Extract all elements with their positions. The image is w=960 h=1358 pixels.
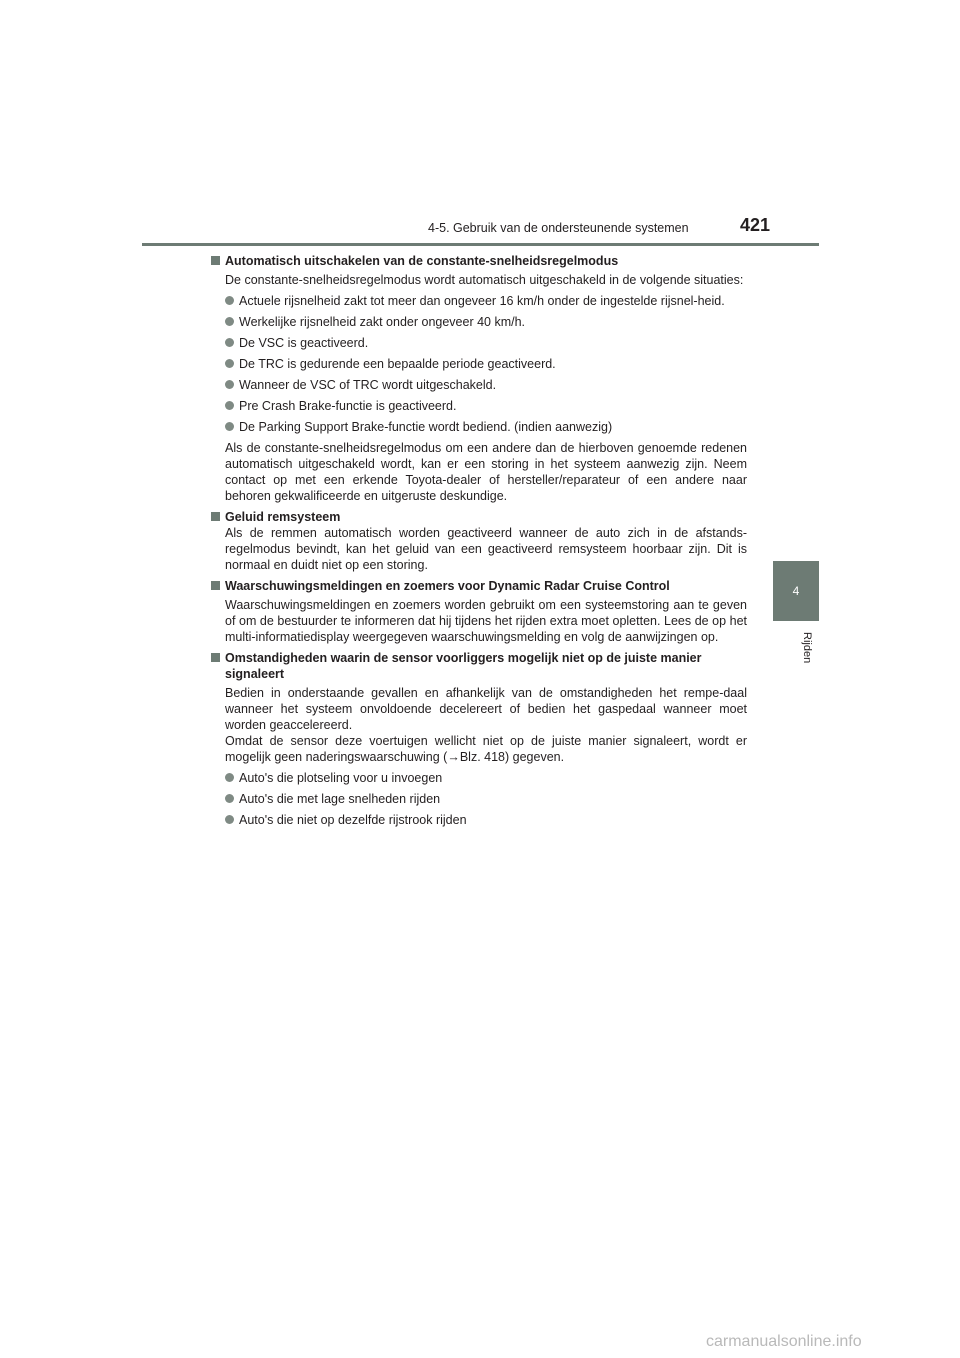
list-item-text: De VSC is geactiveerd.: [239, 336, 369, 350]
round-bullet-icon: [225, 401, 234, 410]
list-item-text: Auto's die plotseling voor u invoegen: [239, 771, 443, 785]
round-bullet-icon: [225, 317, 234, 326]
paragraph: De constante-snelheidsregelmodus wordt automatisch uitgeschakeld in de volgende situaties:: [225, 273, 744, 287]
list-item: [211, 770, 747, 786]
square-bullet-icon: [211, 581, 220, 590]
section-heading-text: Automatisch uitschakelen van de constante-snelheidsregelmodus: [225, 254, 619, 268]
list-item: [211, 419, 747, 435]
section-heading-text: Omstandigheden waarin de sensor voorliggers mogelijk niet op de juiste manier signaleert: [225, 651, 702, 681]
section-heading: [211, 509, 747, 525]
round-bullet-icon: [225, 338, 234, 347]
list-item-text: Actuele rijsnelheid zakt tot meer dan ongeveer 16 km/h onder de ingestelde rijsnel-heid.: [239, 294, 725, 308]
paragraph: Omdat de sensor deze voertuigen wellicht niet op de juiste manier signaleert, wordt er mogelijk geen naderingswaarschuwing (→Blz. 418) gegeven.: [225, 734, 747, 764]
list-item: [211, 377, 747, 393]
list-item: [211, 398, 747, 414]
paragraph: Bedien in onderstaande gevallen en afhankelijk van de omstandigheden het rempe-daal wanneer het systeem onvoldoende decelereert of bedien het gaspedaal wanneer moet worden geaccelereerd.: [225, 686, 747, 732]
square-bullet-icon: [211, 653, 220, 662]
page-content: [211, 253, 747, 828]
page-number: 421: [740, 215, 771, 235]
chapter-tab-number: 4: [792, 584, 800, 598]
round-bullet-icon: [225, 773, 234, 782]
round-bullet-icon: [225, 794, 234, 803]
list-item: [211, 293, 747, 309]
list-item-text: Auto's die niet op dezelfde rijstrook rijden: [239, 813, 467, 827]
square-bullet-icon: [211, 512, 220, 521]
section-heading: [211, 253, 747, 269]
list-item-text: Pre Crash Brake-functie is geactiveerd.: [239, 399, 457, 413]
paragraph: Als de remmen automatisch worden geactiveerd wanneer de auto zich in de afstands-regelmodus bevindt, kan het geluid van een geactiveerd remsysteem hoorbaar zijn. Dit is normaal en duidt niet op een storing.: [225, 526, 747, 572]
round-bullet-icon: [225, 296, 234, 305]
list-item-text: De TRC is gedurende een bepaalde periode geactiveerd.: [239, 357, 556, 371]
list-item-text: Werkelijke rijsnelheid zakt onder ongeveer 40 km/h.: [239, 315, 526, 329]
list-item-text: Wanneer de VSC of TRC wordt uitgeschakeld.: [239, 378, 497, 392]
round-bullet-icon: [225, 359, 234, 368]
list-item: [211, 791, 747, 807]
list-item: [211, 812, 747, 828]
list-item: [211, 356, 747, 372]
header-divider: [142, 243, 819, 246]
paragraph: Waarschuwingsmeldingen en zoemers worden gebruikt om een systeemstoring aan te geven of om de bestuurder te informeren dat hij tijdens het rijden extra moet opletten. Lees de op het multi-informatiedisplay weergegeven waarschuwingsmelding en volg de aanwijzingen op.: [225, 598, 747, 644]
list-item-text: De Parking Support Brake-functie wordt bediend. (indien aanwezig): [239, 420, 613, 434]
section-heading-text: Waarschuwingsmeldingen en zoemers voor Dynamic Radar Cruise Control: [225, 579, 670, 593]
round-bullet-icon: [225, 380, 234, 389]
running-header-title: 4-5. Gebruik van de ondersteunende systemen: [428, 221, 689, 235]
round-bullet-icon: [225, 422, 234, 431]
square-bullet-icon: [211, 256, 220, 265]
list-item: [211, 314, 747, 330]
round-bullet-icon: [225, 815, 234, 824]
watermark: carmanualsonline.info: [706, 1333, 862, 1350]
chapter-tab-label: Rijden: [801, 632, 813, 664]
list-item-text: Auto's die met lage snelheden rijden: [239, 792, 441, 806]
section-heading-text: Geluid remsysteem: [225, 510, 341, 524]
list-item: [211, 335, 747, 351]
section-heading: [211, 578, 747, 594]
section-heading: [211, 650, 747, 682]
paragraph: Als de constante-snelheidsregelmodus om een andere dan de hierboven genoemde redenen automatisch uitgeschakeld wordt, kan er een storing in het systeem aanwezig zijn. Neem contact op met een erkende Toyota-dealer of hersteller/reparateur of een andere naar behoren gekwalificeerde en uitgeruste deskundige.: [225, 441, 747, 503]
chapter-tab[interactable]: [773, 561, 819, 621]
